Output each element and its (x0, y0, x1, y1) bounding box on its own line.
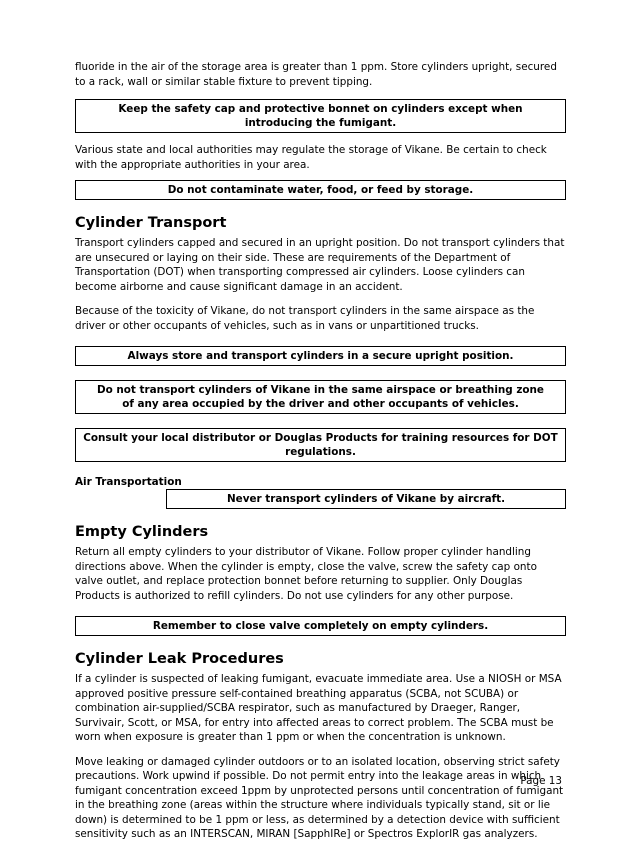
callout-contaminate: Do not contaminate water, food, or feed by storage. (75, 180, 566, 200)
heading-empty-cylinders: Empty Cylinders (75, 524, 209, 540)
cylinder-transport-paragraph-2: Because of the toxicity of Vikane, do not transport cylinders in the same airspace as the driver or other occupants of vehicles, such as in vans or unpartitioned trucks. (75, 305, 535, 332)
empty-cylinders-paragraph: Return all empty cylinders to your distributor of Vikane. Follow proper cylinder handling directions above. When the cylinder is empty, close the valve, screw the safety cap onto valve outlet, and replace protection bonnet before returning to supplier. Only Douglas Products is authorized to refill cylinders. Do not use cylinders for any other purpose. (75, 546, 537, 602)
callout-close-valve: Remember to close valve completely on empty cylinders. (75, 616, 566, 636)
heading-leak-procedures: Cylinder Leak Procedures (75, 651, 284, 667)
leak-procedures-paragraph-1: If a cylinder is suspected of leaking fumigant, evacuate immediate area. Use a NIOSH or MSA approved positive pressure self-contained breathing apparatus (SCBA, not SCUBA) or combination air-supplied/SCBA respirator, such as manufactured by Draeger, Ranger, Survivair, Scott, or MSA, for entry into affected areas to correct problem. The SCBA must be worn when exposure is greater than 1 ppm or when the concentration is unknown. (75, 673, 562, 743)
callout-no-aircraft: Never transport cylinders of Vikane by aircraft. (166, 489, 566, 509)
leak-procedures-paragraph-2: Move leaking or damaged cylinder outdoors or to an isolated location, observing strict safety precautions. Work upwind if possible. Do not permit entry into the leakage areas in which fumigant concentration exceed 1ppm by unprotected persons until concentration of fumigant in the breathing zone (areas within the structure where individuals typically stand, sit or lie down) is determined to be 1 ppm or less, as determined by a detection device with sufficient sensitivity such as an INTERSCAN, MIRAN [SapphIRe] or Spectros ExplorIR gas analyzers. (75, 755, 564, 840)
regulations-paragraph: Various state and local authorities may regulate the storage of Vikane. Be certain to check with the appropriate authorities in your area. (75, 144, 547, 171)
callout-dot-training: Consult your local distributor or Douglas Products for training resources for DOT regulations. (75, 428, 566, 462)
cylinder-transport-paragraph-1: Transport cylinders capped and secured in an upright position. Do not transport cylinders that are unsecured or laying on their side. These are requirements of the Department of Transportation (DOT) when transporting compressed air cylinders. Loose cylinders can become airborne and cause significant damage in an accident. (75, 237, 565, 293)
callout-upright-position: Always store and transport cylinders in a secure upright position. (75, 346, 566, 366)
intro-paragraph: fluoride in the air of the storage area is greater than 1 ppm. Store cylinders upright, secured to a rack, wall or similar stable fixture to prevent tipping. (75, 61, 557, 88)
heading-air-transportation: Air Transportation (75, 476, 182, 488)
heading-cylinder-transport: Cylinder Transport (75, 215, 227, 231)
document-page (75, 60, 566, 852)
callout-airspace: Do not transport cylinders of Vikane in the same airspace or breathing zone of any area occupied by the driver and other occupants of vehicles. (75, 380, 566, 414)
callout-safety-cap: Keep the safety cap and protective bonnet on cylinders except when introducing the fumigant. (75, 99, 566, 133)
page-number: Page 13 (520, 775, 562, 787)
